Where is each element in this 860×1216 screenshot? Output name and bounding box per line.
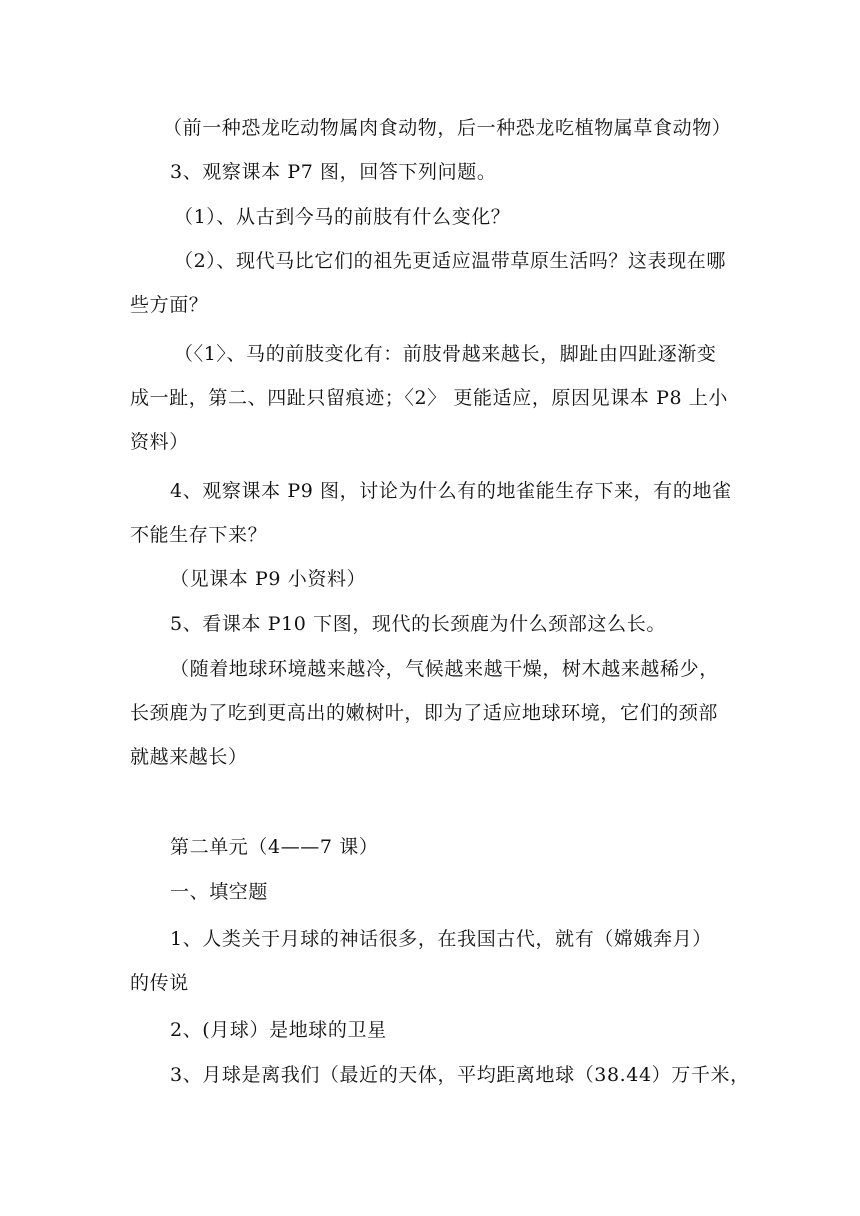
answer-giraffe-cont-2: 就越来越长） — [130, 746, 248, 768]
fill-question-1: 1、人类关于月球的神话很多，在我国古代，就有（嫦娥奔月） — [170, 928, 712, 950]
answer-horse-limbs-cont-2: 资料） — [130, 431, 189, 453]
section-fill-in-blank: 一、填空题 — [170, 881, 269, 903]
question-3-part-1: （1）、从古到今马的前肢有什么变化？ — [174, 206, 511, 228]
answer-dinosaur-diet: （前一种恐龙吃动物属肉食动物，后一种恐龙吃植物属草食动物） — [163, 117, 732, 139]
answer-giraffe-cont-1: 长颈鹿为了吃到更高出的嫩树叶，即为了适应地球环境，它们的颈部 — [130, 702, 719, 724]
question-4-cont: 不能生存下来？ — [130, 524, 268, 546]
answer-finches: （见课本 P9 小资料） — [170, 568, 367, 590]
answer-horse-limbs-cont-1: 成一趾，第二、四趾只留痕迹；〈2〉 更能适应，原因见课本 P8 上小 — [130, 387, 728, 409]
question-3-part-2-cont: 些方面？ — [130, 294, 209, 316]
question-4: 4、观察课本 P9 图，讨论为什么有的地雀能生存下来，有的地雀 — [170, 480, 732, 502]
answer-giraffe: （随着地球环境越来越冷，气候越来越干燥，树木越来越稀少， — [170, 658, 719, 680]
fill-question-3: 3、月球是离我们（最近的天体，平均距离地球（38.44）万千米， — [170, 1064, 750, 1086]
question-3: 3、观察课本 P7 图，回答下列问题。 — [170, 161, 497, 183]
answer-horse-limbs: （〈1〉、马的前肢变化有：前肢骨越来越长，脚趾由四趾逐渐变 — [174, 343, 717, 365]
question-3-part-2: （2）、现代马比它们的祖先更适应温带草原生活吗？这表现在哪 — [174, 250, 726, 272]
fill-question-2: 2、(月球）是地球的卫星 — [170, 1019, 387, 1041]
question-5: 5、看课本 P10 下图，现代的长颈鹿为什么颈部这么长。 — [170, 613, 666, 635]
fill-question-1-cont: 的传说 — [130, 972, 189, 994]
unit-2-heading: 第二单元（4——7 课） — [170, 836, 379, 858]
